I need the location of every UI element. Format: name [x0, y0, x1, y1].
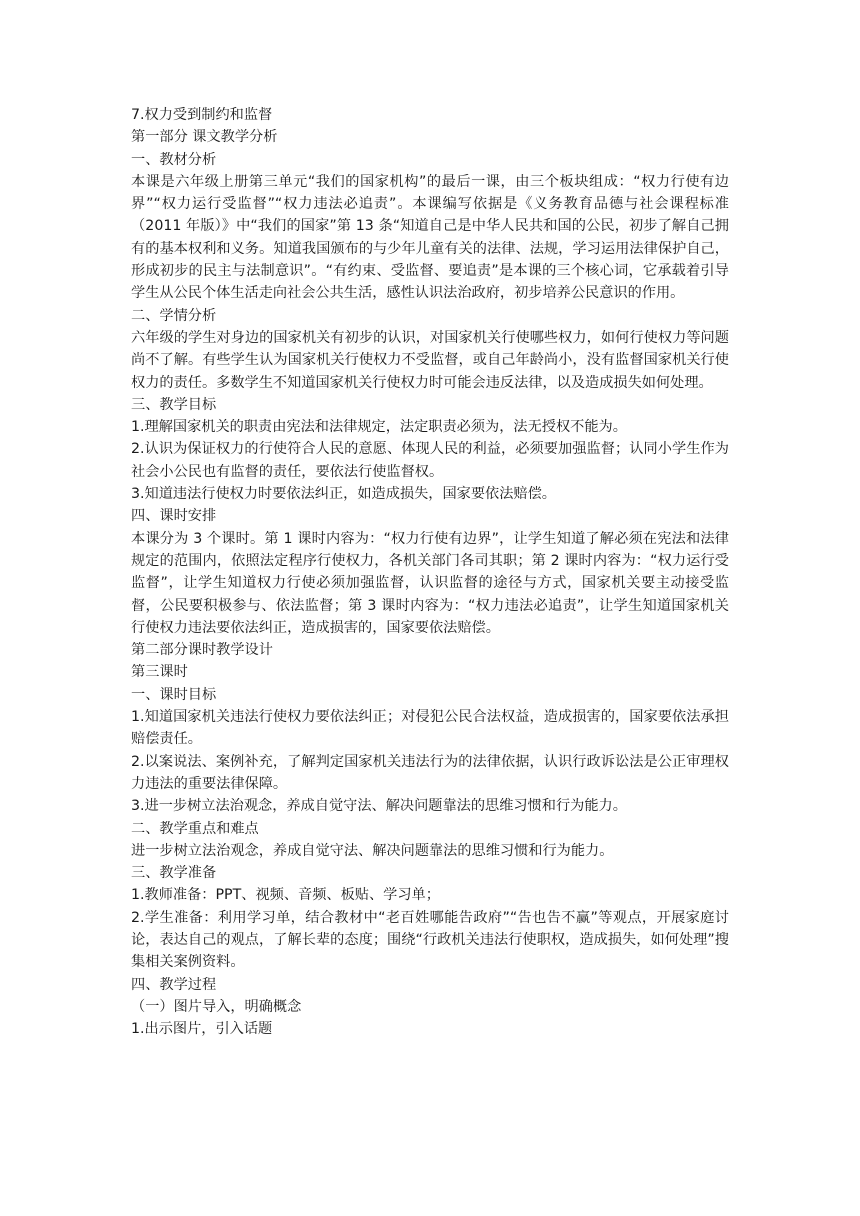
list-item: 3.进一步树立法治观念，养成自觉守法、解决问题靠法的思维习惯和行为能力。: [131, 798, 627, 815]
section-heading: 二、学情分析: [131, 307, 217, 324]
list-item: 1.理解国家机关的职责由宪法和法律规定，法定职责必须为，法无授权不能为。: [131, 419, 627, 436]
section-heading: 三、教学准备: [131, 865, 217, 882]
document-body: [131, 104, 729, 1040]
paragraph: 本课是六年级上册第三单元“我们的国家机构”的最后一课，由三个板块组成：“权力行使有边界”“权力运行受监督”“权力违法必追责”。本课编写依据是《义务教育品德与社会课程标准（2011 年版）》中“我们的国家”第 13 条“知道自己是中华人民共和国的公民，初步了解自己拥有的基本权利和义务。知道我国颁布的与少年儿童有关的法律、法规，学习运用法律保护自己，形成初步的民主与法制意识”。“有约束、受监督、要追责”是本课的三个核心词，它承载着引导学生从公民个体生活走向社会公共生活，感性认识法治政府，初步培养公民意识的作用。: [131, 173, 729, 302]
section-heading: 一、课时目标: [131, 686, 217, 703]
subsection-heading: （一）图片导入，明确概念: [131, 998, 302, 1015]
part-heading: 第一部分 课文教学分析: [131, 129, 278, 146]
lesson-title: 7.权力受到制约和监督: [131, 107, 273, 123]
subsection-heading: 第三课时: [131, 664, 188, 681]
list-item: 1.出示图片，引入话题: [131, 1021, 273, 1038]
list-item: 1.教师准备：PPT、视频、音频、板贴、学习单；: [131, 887, 440, 904]
section-heading: 四、课时安排: [131, 508, 217, 525]
section-heading: 二、教学重点和难点: [131, 820, 259, 837]
list-item: 2.学生准备：利用学习单，结合教材中“老百姓哪能告政府”“告也告不赢”等观点，开展家庭讨论，表达自己的观点，了解长辈的态度；围绕“行政机关违法行使职权，造成损失，如何处理”搜集相关案例资料。: [131, 909, 729, 971]
part-heading: 第二部分课时教学设计: [131, 642, 273, 659]
list-item: 3.知道违法行使权力时要依法纠正，如造成损失，国家要依法赔偿。: [131, 486, 556, 503]
section-heading: 三、教学目标: [131, 396, 217, 413]
section-heading: 四、教学过程: [131, 976, 217, 993]
paragraph: 本课分为 3 个课时。第 1 课时内容为：“权力行使有边界”，让学生知道了解必须在宪法和法律规定的范围内，依照法定程序行使权力，各机关部门各司其职；第 2 课时内容为：“权力运行受监督”，让学生知道权力行使必须加强监督，认识监督的途径与方式，国家机关要主动接受监督，公民要积极参与、依法监督；第 3 课时内容为：“权力违法必追责”，让学生知道国家机关行使权力违法要依法纠正，造成损害的，国家要依法赔偿。: [131, 530, 729, 636]
list-item: 2.以案说法、案例补充，了解判定国家机关违法行为的法律依据，认识行政诉讼法是公正审理权力违法的重要法律保障。: [131, 753, 729, 792]
paragraph: 进一步树立法治观念，养成自觉守法、解决问题靠法的思维习惯和行为能力。: [131, 842, 614, 859]
paragraph: 六年级的学生对身边的国家机关有初步的认识，对国家机关行使哪些权力，如何行使权力等问题尚不了解。有些学生认为国家机关行使权力不受监督，或自己年龄尚小，没有监督国家机关行使权力的责任。多数学生不知道国家机关行使权力时可能会违反法律，以及造成损失如何处理。: [131, 329, 729, 391]
list-item: 2.认识为保证权力的行使符合人民的意愿、体现人民的利益，必须要加强监督；认同小学生作为社会小公民也有监督的责任，要依法行使监督权。: [131, 441, 729, 480]
section-heading: 一、教材分析: [131, 151, 217, 168]
list-item: 1.知道国家机关违法行使权力要依法纠正；对侵犯公民合法权益，造成损害的，国家要依法承担赔偿责任。: [131, 709, 729, 748]
